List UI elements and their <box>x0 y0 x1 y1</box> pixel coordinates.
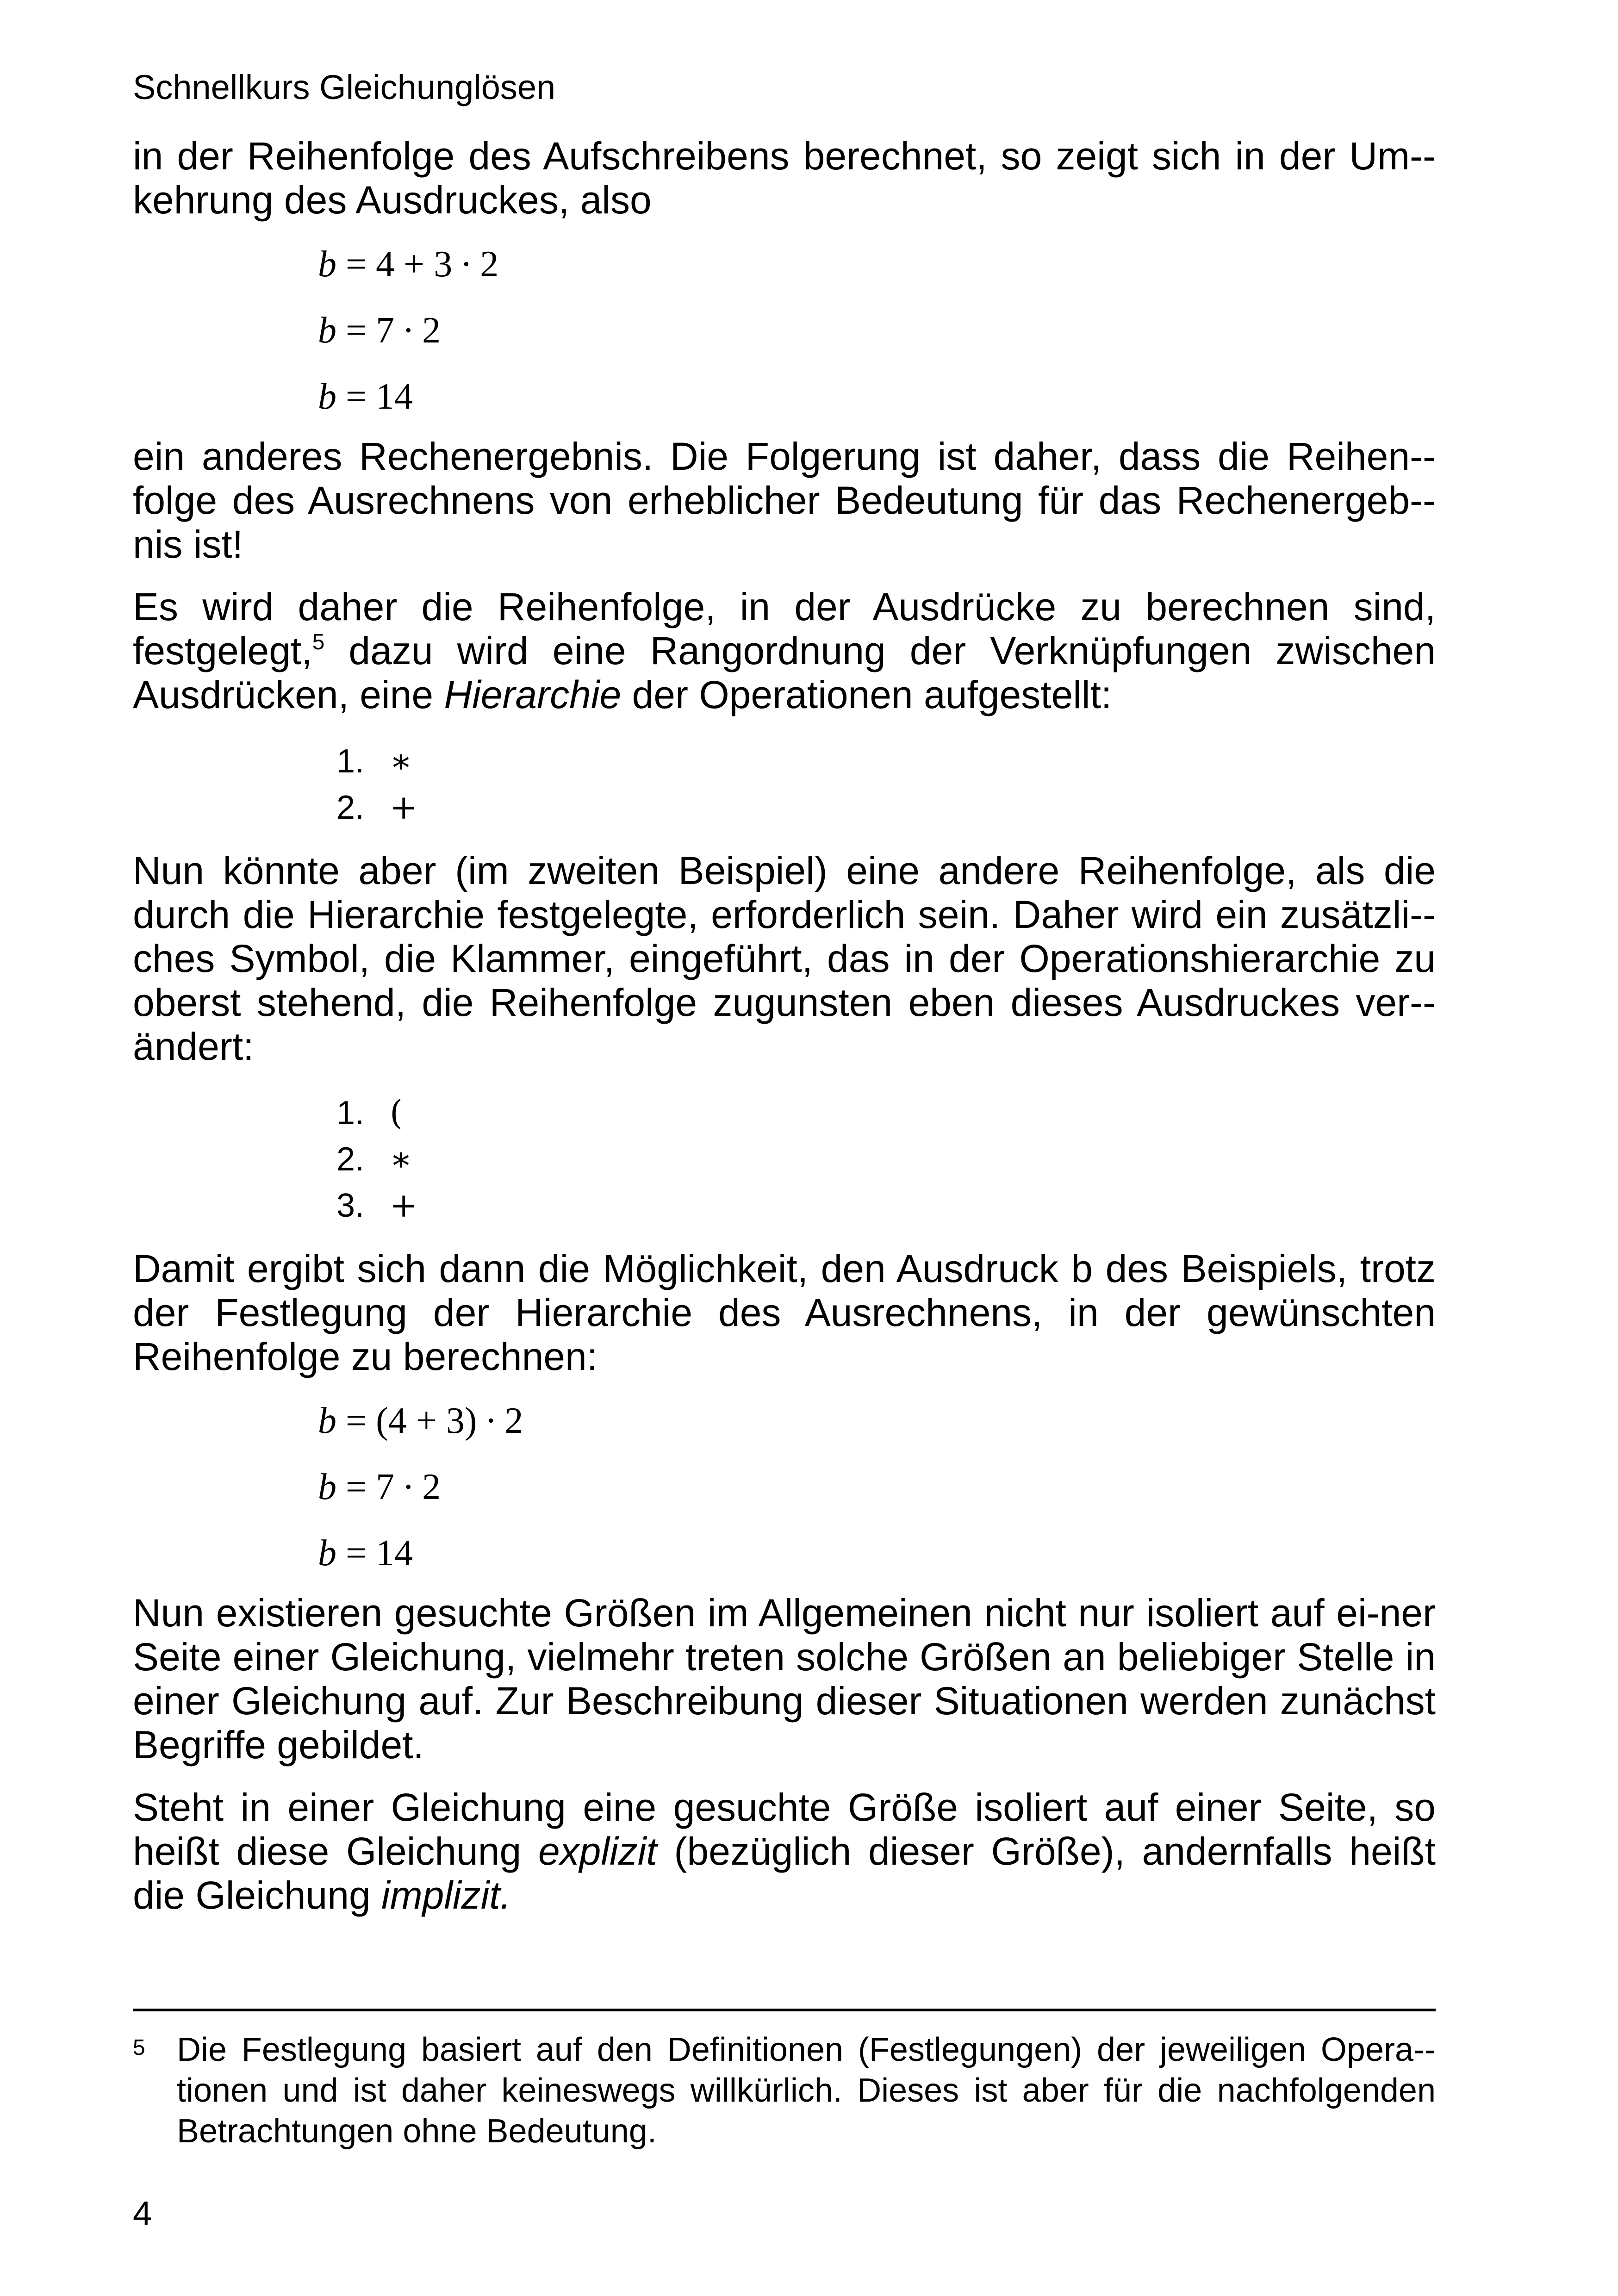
equation-variable: b <box>318 376 336 417</box>
hierarchy-symbol: ∗ <box>390 1139 412 1178</box>
hierarchy-item <box>336 1089 1436 1136</box>
equation-rhs: = (4 + 3) ∙ 2 <box>336 1400 523 1441</box>
paragraph-1: in der Reihenfolge des Aufschreibens berechnet, so zeigt sich in der Um-kehrung des Ausdruckes, also <box>133 134 1436 222</box>
hierarchy-number: 3. <box>336 1187 365 1224</box>
equation-variable: b <box>318 310 336 351</box>
paragraph-7-text-a: Steht in einer Gleichung eine gesuchte Größe isoliert auf einer Seite, so heißt diese Gleichung <box>133 1786 1436 1873</box>
hierarchy-item <box>336 738 1436 784</box>
hierarchy-list-2 <box>336 1089 1436 1228</box>
footnote-mark: 5 <box>133 2035 145 2060</box>
equation-rhs: = 4 + 3 ∙ 2 <box>336 244 499 285</box>
hierarchy-item <box>336 1182 1436 1228</box>
paragraph-3-text-a: Es wird daher die Reihenfolge, in der Ausdrücke zu berechnen sind, festgelegt, <box>133 585 1436 672</box>
paragraph-6: Nun existieren gesuchte Größen im Allgemeinen nicht nur isoliert auf ei-ner Seite einer Gleichung, vielmehr treten solche Größen an beliebiger Stelle in einer Gleichung auf. Zur Beschreibung dieser Situationen werden zunächst Begriffe gebildet. <box>133 1591 1436 1767</box>
equation-line <box>318 1454 1436 1520</box>
equation-line <box>318 298 1436 364</box>
equation-line <box>318 1388 1436 1454</box>
hierarchy-list-1 <box>336 738 1436 830</box>
equation-rhs: = 14 <box>336 376 413 417</box>
paragraph-3 <box>133 585 1436 717</box>
footnote-text: Die Festlegung basiert auf den Definitionen (Festlegungen) der jeweiligen Opera-tionen und ist daher keineswegs willkürlich. Dieses ist aber für die nachfolgenden Betrachtungen ohne Bedeutung. <box>177 2031 1436 2150</box>
footnote-divider <box>133 2009 1436 2011</box>
hierarchy-symbol: ∗ <box>390 741 412 780</box>
running-head: Schnellkurs Gleichunglösen <box>133 68 556 106</box>
equation-variable: b <box>318 1467 336 1507</box>
body-text <box>133 134 1436 1917</box>
equation-variable: b <box>318 1400 336 1441</box>
hierarchy-number: 1. <box>336 1095 365 1132</box>
hierarchy-item <box>336 1136 1436 1182</box>
emphasis-explizit: explizit <box>538 1829 657 1873</box>
equation-rhs: = 14 <box>336 1533 413 1574</box>
paragraph-4: Nun könnte aber (im zweiten Beispiel) eine andere Reihenfolge, als die durch die Hierarchie festgelegte, erforderlich sein. Daher wird ein zusätzli-ches Symbol, die Klammer, eingeführt, das in der Operationshierarchie zu oberst stehend, die Reihenfolge zugunsten eben dieses Ausdruckes ver-ändert: <box>133 849 1436 1068</box>
paragraph-7 <box>133 1786 1436 1917</box>
paragraph-7-text-b: (bezüglich dieser Größe), andernfalls heißt die Gleichung <box>133 1829 1436 1917</box>
hierarchy-item <box>336 784 1436 830</box>
footnote-reference: 5 <box>312 630 325 654</box>
equation-rhs: = 7 ∙ 2 <box>336 1467 441 1507</box>
equation-line <box>318 1520 1436 1587</box>
hierarchy-number: 2. <box>336 1141 365 1178</box>
footnote <box>133 2029 1436 2152</box>
hierarchy-number: 2. <box>336 789 365 826</box>
page-number: 4 <box>133 2194 152 2233</box>
equation-block-1 <box>318 231 1436 430</box>
equation-block-2 <box>318 1388 1436 1587</box>
paragraph-2: ein anderes Rechenergebnis. Die Folgerung ist daher, dass die Reihen-folge des Ausrechnens von erheblicher Bedeutung für das Rechenergeb-nis ist! <box>133 435 1436 566</box>
hierarchy-symbol: ( <box>390 1093 403 1132</box>
paragraph-3-text-b: dazu wird eine Rangordnung der Verknüpfungen zwischen Ausdrücken, eine <box>133 629 1436 716</box>
hierarchy-symbol: + <box>390 1186 418 1225</box>
equation-variable: b <box>318 1533 336 1574</box>
equation-variable: b <box>318 244 336 285</box>
emphasis-hierarchie: Hierarchie <box>444 673 622 716</box>
equation-line <box>318 231 1436 298</box>
equation-rhs: = 7 ∙ 2 <box>336 310 441 351</box>
paragraph-5: Damit ergibt sich dann die Möglichkeit, den Ausdruck b des Beispiels, trotz der Festlegung der Hierarchie des Ausrechnens, in der gewünschten Reihenfolge zu berechnen: <box>133 1247 1436 1378</box>
paragraph-3-text-c: der Operationen aufgestellt: <box>621 673 1112 716</box>
hierarchy-number: 1. <box>336 743 365 780</box>
hierarchy-symbol: + <box>390 788 418 827</box>
emphasis-implizit: implizit. <box>381 1873 511 1917</box>
equation-line <box>318 364 1436 430</box>
